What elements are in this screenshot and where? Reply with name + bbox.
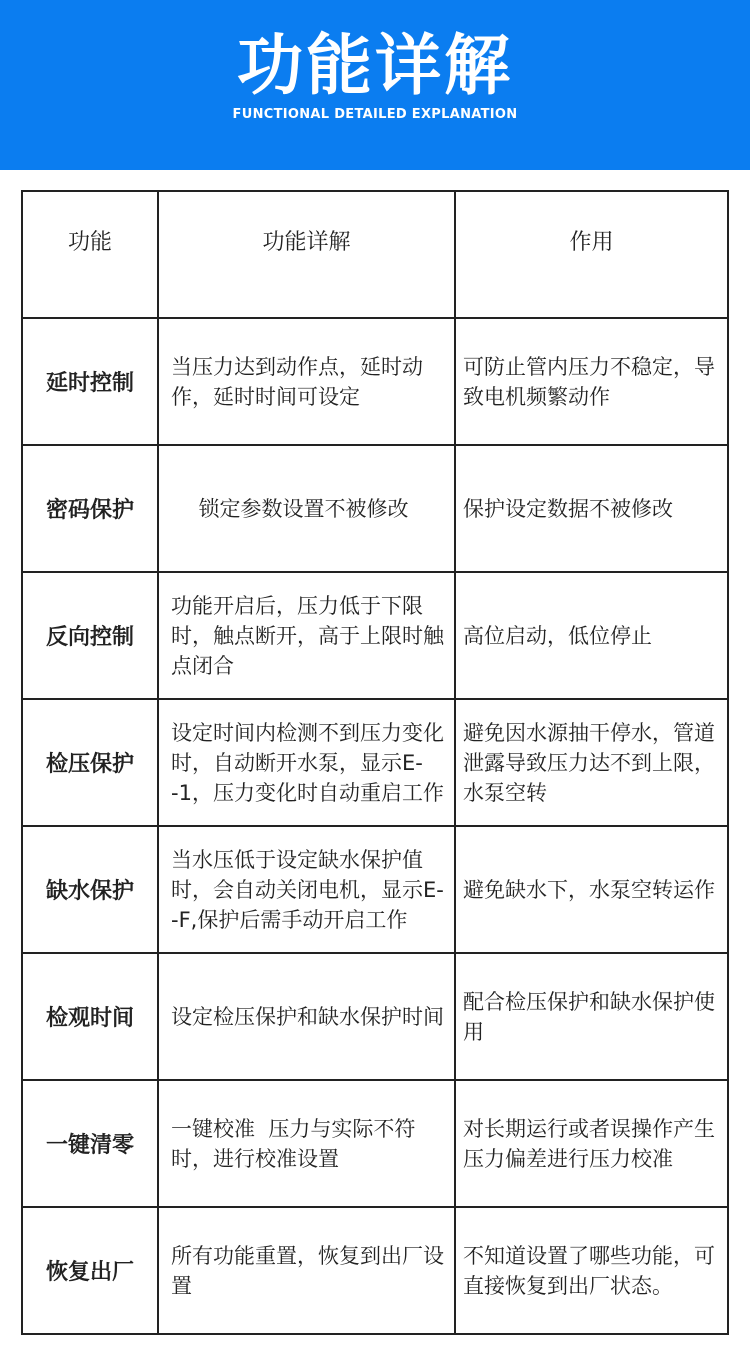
effect-cell: 不知道设置了哪些功能，可直接恢复到出厂状态。	[455, 1207, 728, 1334]
detail-cell: 所有功能重置，恢复到出厂设置	[158, 1207, 455, 1334]
table-row	[22, 826, 728, 953]
function-table	[21, 190, 729, 1335]
table-row	[22, 1207, 728, 1334]
detail-cell: 设定时间内检测不到压力变化时，自动断开水泵，显示E--1，压力变化时自动重启工作	[158, 699, 455, 826]
feature-cell: 缺水保护	[22, 826, 158, 953]
feature-cell: 检压保护	[22, 699, 158, 826]
detail-cell: 当压力达到动作点，延时动作，延时时间可设定	[158, 318, 455, 445]
feature-cell: 检观时间	[22, 953, 158, 1080]
effect-cell: 高位启动，低位停止	[455, 572, 728, 699]
column-header-detail: 功能详解	[158, 191, 455, 318]
table-row	[22, 318, 728, 445]
table-row	[22, 953, 728, 1080]
effect-cell: 避免缺水下，水泵空转运作	[455, 826, 728, 953]
page-subtitle: FUNCTIONAL DETAILED EXPLANATION	[232, 107, 518, 122]
table-row	[22, 445, 728, 572]
effect-cell: 配合检压保护和缺水保护使用	[455, 953, 728, 1080]
page-title: 功能详解	[237, 27, 513, 104]
column-header-feature: 功能	[22, 191, 158, 318]
table-row	[22, 699, 728, 826]
effect-cell: 对长期运行或者误操作产生压力偏差进行压力校准	[455, 1080, 728, 1207]
feature-cell: 延时控制	[22, 318, 158, 445]
detail-cell: 当水压低于设定缺水保护值时，会自动关闭电机，显示E--F,保护后需手动开启工作	[158, 826, 455, 953]
feature-cell: 反向控制	[22, 572, 158, 699]
table-row	[22, 1080, 728, 1207]
table-row	[22, 572, 728, 699]
detail-cell: 锁定参数设置不被修改	[158, 445, 455, 572]
effect-cell: 可防止管内压力不稳定，导致电机频繁动作	[455, 318, 728, 445]
effect-cell: 保护设定数据不被修改	[455, 445, 728, 572]
header-banner	[0, 0, 750, 170]
feature-cell: 一键清零	[22, 1080, 158, 1207]
column-header-effect: 作用	[455, 191, 728, 318]
table-header-row	[22, 191, 728, 318]
effect-cell: 避免因水源抽干停水，管道泄露导致压力达不到上限，水泵空转	[455, 699, 728, 826]
detail-cell: 设定检压保护和缺水保护时间	[158, 953, 455, 1080]
feature-cell: 密码保护	[22, 445, 158, 572]
detail-cell: 功能开启后，压力低于下限时，触点断开，高于上限时触点闭合	[158, 572, 455, 699]
detail-cell: 一键校准 压力与实际不符时，进行校准设置	[158, 1080, 455, 1207]
feature-cell: 恢复出厂	[22, 1207, 158, 1334]
